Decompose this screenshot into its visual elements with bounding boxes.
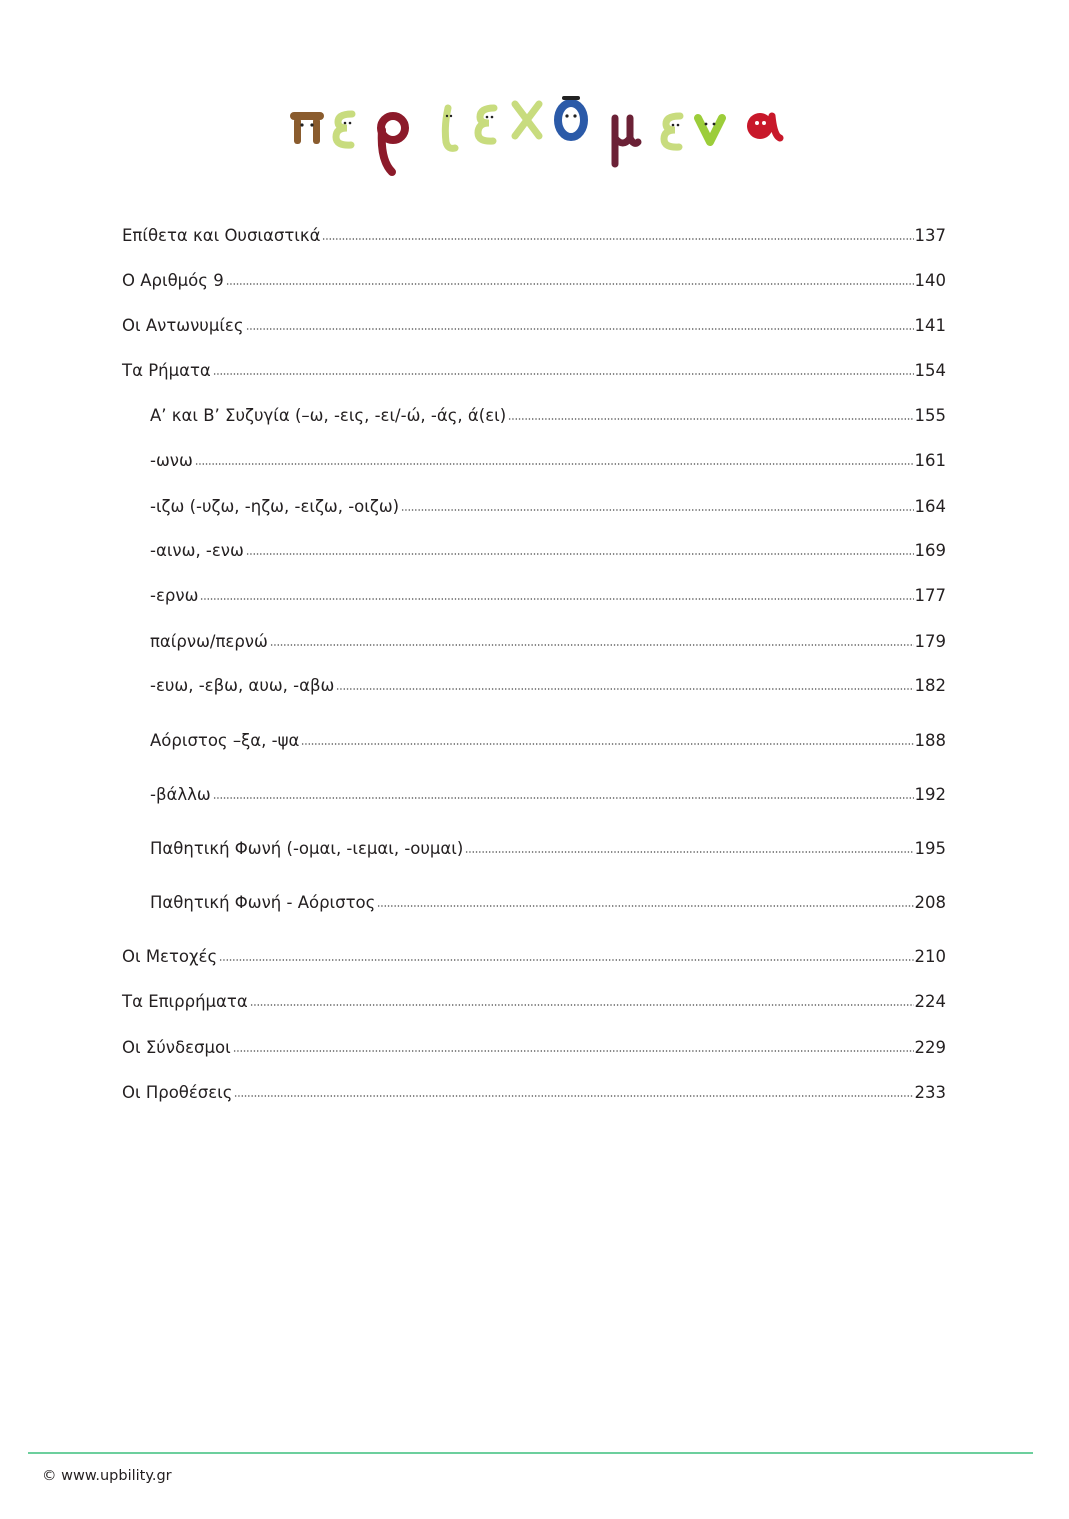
toc-entry-title: Οι Αντωνυμίες [122, 316, 244, 335]
toc-page-number: 161 [914, 451, 946, 470]
toc-entry[interactable] [122, 1082, 946, 1104]
letter-chi [515, 104, 539, 136]
dot-leader [226, 282, 914, 286]
dot-leader [213, 372, 914, 376]
letter-mu [615, 118, 638, 164]
footer-divider [28, 1452, 1033, 1454]
toc-entry-title: Τα Ρήματα [122, 361, 211, 380]
toc-page-number: 208 [914, 893, 946, 912]
toc-entry-title: Ο Αριθμός 9 [122, 271, 224, 290]
dot-leader [270, 643, 914, 647]
toc-page-number: 195 [914, 839, 946, 858]
dot-leader [401, 508, 913, 512]
dot-leader [322, 237, 913, 241]
toc-subentry[interactable] [150, 838, 946, 860]
letter-alpha [747, 113, 780, 139]
toc-subentry[interactable] [150, 405, 946, 427]
letter-epsilon-2 [478, 108, 494, 141]
toc-subentry[interactable] [150, 450, 946, 472]
dot-leader [234, 1094, 913, 1098]
dot-leader [377, 904, 913, 908]
toc-subentry[interactable] [150, 496, 946, 518]
toc-entry[interactable] [122, 946, 946, 968]
toc-page-number: 169 [914, 541, 946, 560]
toc-page-number: 210 [914, 947, 946, 966]
dot-leader [219, 958, 913, 962]
dot-leader [508, 417, 913, 421]
toc-entry-title: Οι Μετοχές [122, 947, 218, 966]
dot-leader [465, 850, 913, 854]
toc-entry-title: -ευω, -εβω, αυω, -αβω [150, 676, 335, 695]
toc-page-number: 233 [914, 1083, 946, 1102]
toc-subentry[interactable] [150, 631, 946, 653]
toc-entry-title: -ωνω [150, 451, 193, 470]
contents-title-art [0, 90, 1069, 190]
toc-subentry[interactable] [150, 585, 946, 607]
dot-leader [246, 552, 914, 556]
footer-copyright: © www.upbility.gr [42, 1468, 172, 1484]
toc-subentry[interactable] [150, 675, 946, 697]
toc-page-number: 224 [914, 992, 946, 1011]
toc-page-number: 155 [914, 406, 946, 425]
toc-entry-title: -ιζω (-υζω, -ηζω, -ειζω, -οιζω) [150, 497, 400, 516]
letter-nu [698, 118, 722, 142]
dot-leader [301, 742, 913, 746]
toc-entry-title: Οι Σύνδεσμοι [122, 1038, 231, 1057]
toc-entry[interactable] [122, 1037, 946, 1059]
toc-entry[interactable] [122, 991, 946, 1013]
dot-leader [246, 327, 914, 331]
toc-entry-title: Αόριστος –ξα, -ψα [150, 731, 300, 750]
letter-omicron [558, 98, 584, 137]
toc-entry-title: Επίθετα και Ουσιαστικά [122, 226, 321, 245]
toc-entry-title: -βάλλω [150, 785, 211, 804]
toc-page-number: 179 [914, 632, 946, 651]
toc-page-number: 188 [914, 731, 946, 750]
toc-entry[interactable] [122, 315, 946, 337]
toc-subentry[interactable] [150, 892, 946, 914]
toc-page-number: 182 [914, 676, 946, 695]
dot-leader [250, 1003, 914, 1007]
toc-entry[interactable] [122, 270, 946, 292]
toc-entry-title: παίρνω/περνώ [150, 632, 268, 651]
dot-leader [233, 1049, 914, 1053]
toc-page-number: 177 [914, 586, 946, 605]
toc-subentry[interactable] [150, 730, 946, 752]
letter-pi [290, 112, 324, 144]
toc-entry[interactable] [122, 225, 946, 247]
toc-entry-title: -αινω, -ενω [150, 541, 244, 560]
toc-page-number: 140 [914, 271, 946, 290]
toc-page-number: 154 [914, 361, 946, 380]
toc-subentry[interactable] [150, 784, 946, 806]
toc-entry[interactable] [122, 360, 946, 382]
dot-leader [195, 462, 914, 466]
toc-entry-title: Παθητική Φωνή (-ομαι, -ιεμαι, -ουμαι) [150, 839, 464, 858]
letter-epsilon-1 [336, 114, 352, 145]
toc-page-number: 229 [914, 1038, 946, 1057]
toc-entry-title: Οι Προθέσεις [122, 1083, 233, 1102]
dot-leader [200, 597, 913, 601]
toc-entry-title: Α’ και Β’ Συζυγία (–ω, -εις, -ει/-ώ, -άς, ά(ει) [150, 406, 507, 425]
toc-entry-title: Τα Επιρρήματα [122, 992, 248, 1011]
toc-entry-title: Παθητική Φωνή - Αόριστος [150, 893, 376, 912]
dot-leader [213, 796, 914, 800]
toc-page-number: 164 [914, 497, 946, 516]
toc-subentry[interactable] [150, 540, 946, 562]
toc-page-number: 141 [914, 316, 946, 335]
toc-page-number: 192 [914, 785, 946, 804]
letter-epsilon-3 [664, 116, 680, 147]
letter-rho [381, 116, 405, 172]
toc-entry-title: -ερνω [150, 586, 199, 605]
letter-iota [445, 108, 455, 148]
dot-leader [336, 687, 913, 691]
toc-page-number: 137 [914, 226, 946, 245]
